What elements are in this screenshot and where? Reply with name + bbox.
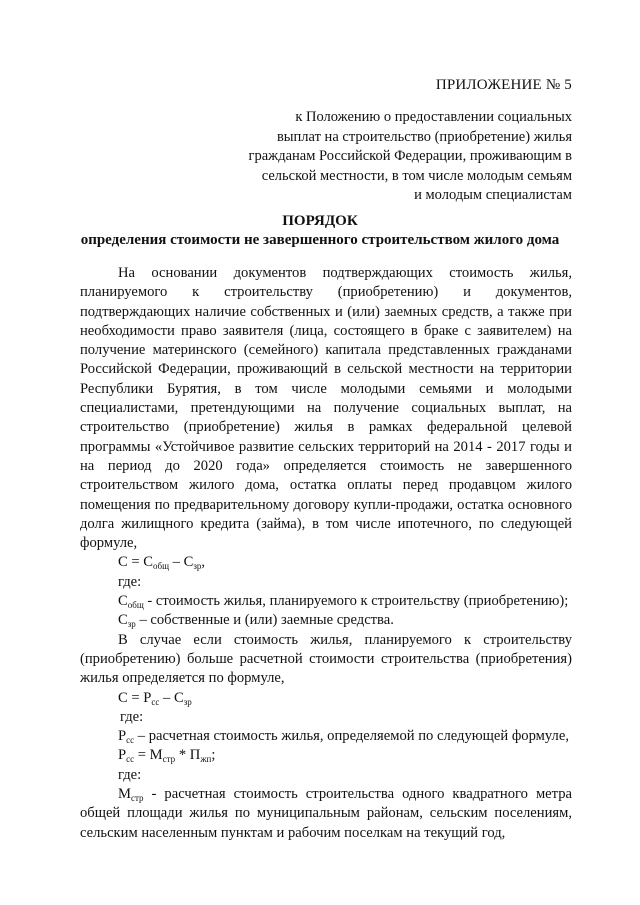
title-line-1: ПОРЯДОК [282, 213, 358, 229]
paragraph-case: В случае если стоимость жилья, планируемого к строительству (приобретению) больше расчетной стоимости строительства (приобретения) жилья определяется по формуле, [80, 631, 572, 687]
reference-line: сельской местности, в том числе молодым семьям [261, 167, 572, 184]
definition-c-zr: $С_{зр}$ – собственные и (или) заемные средства. [118, 612, 394, 630]
where-label: где: [120, 708, 144, 725]
definition-m-str: $М_{стр}$ - расчетная стоимость строительства одного квадратного метра общей площади жилья по муниципальным районам, сельским поселениям, сельским населенным пунктам и рабочим поселкам на текущий год, [80, 786, 572, 841]
formula-1: $С = С_{общ} - С_{зр}$, [118, 554, 206, 572]
reference-line: выплат на строительство (приобретение) жилья [276, 128, 572, 145]
where-label: где: [118, 766, 142, 783]
appendix-label: ПРИЛОЖЕНИЕ № 5 [435, 77, 572, 93]
title-line-2: определения стоимости не завершенного строительством жилого дома [80, 232, 560, 248]
reference-line: и молодым специалистам [414, 187, 572, 203]
reference-line: к Положению о предоставлении социальных [295, 109, 572, 125]
where-label: где: [118, 573, 142, 590]
definition-p-cc: $Р_{сс}$ – расчетная стоимость жилья, определяемой по следующей формуле, [118, 728, 569, 746]
paragraph-main: На основании документов подтверждающих стоимость жилья, планируемого к строительству (приобретению) и документов, подтверждающих наличие собственных и (или) заемных средств, а также при необходимости право заявителя (лица, состоящего в браке с заявителем) на получение материнского (семейного) капитала представленных гражданами Российской Федерации, проживающий в сельской местности на территории Республики Бурятия, в том числе молодыми семьями и молодыми специалистами, претендующими на получение социальных выплат, на строительство (приобретение) жилья в рамках федеральной целевой программы «Устойчивое развитие сельских территорий на 2014 - 2017 годы и на период до 2020 года» определяется стоимость не завершенного строительством жилого дома, остатка оплаты перед продавцом жилого помещения по предварительному договору купли-продажи, остатка основного долга жилищного кредита (займа), в том числе ипотечного, по следующей формуле, [80, 265, 572, 552]
reference-block [212, 108, 572, 206]
reference-line: гражданам Российской Федерации, проживающим в [248, 148, 572, 164]
document-body [80, 264, 572, 843]
formula-3: $Р_{сс} = М_{стр} * П_{жп}$; [118, 747, 216, 765]
document-title [68, 212, 572, 250]
definition-c-obsch: $С_{общ}$ - стоимость жилья, планируемого к строительству (приобретению); [118, 593, 569, 611]
formula-2: $С = Р_{сс} - С_{зр}$ [118, 689, 192, 707]
